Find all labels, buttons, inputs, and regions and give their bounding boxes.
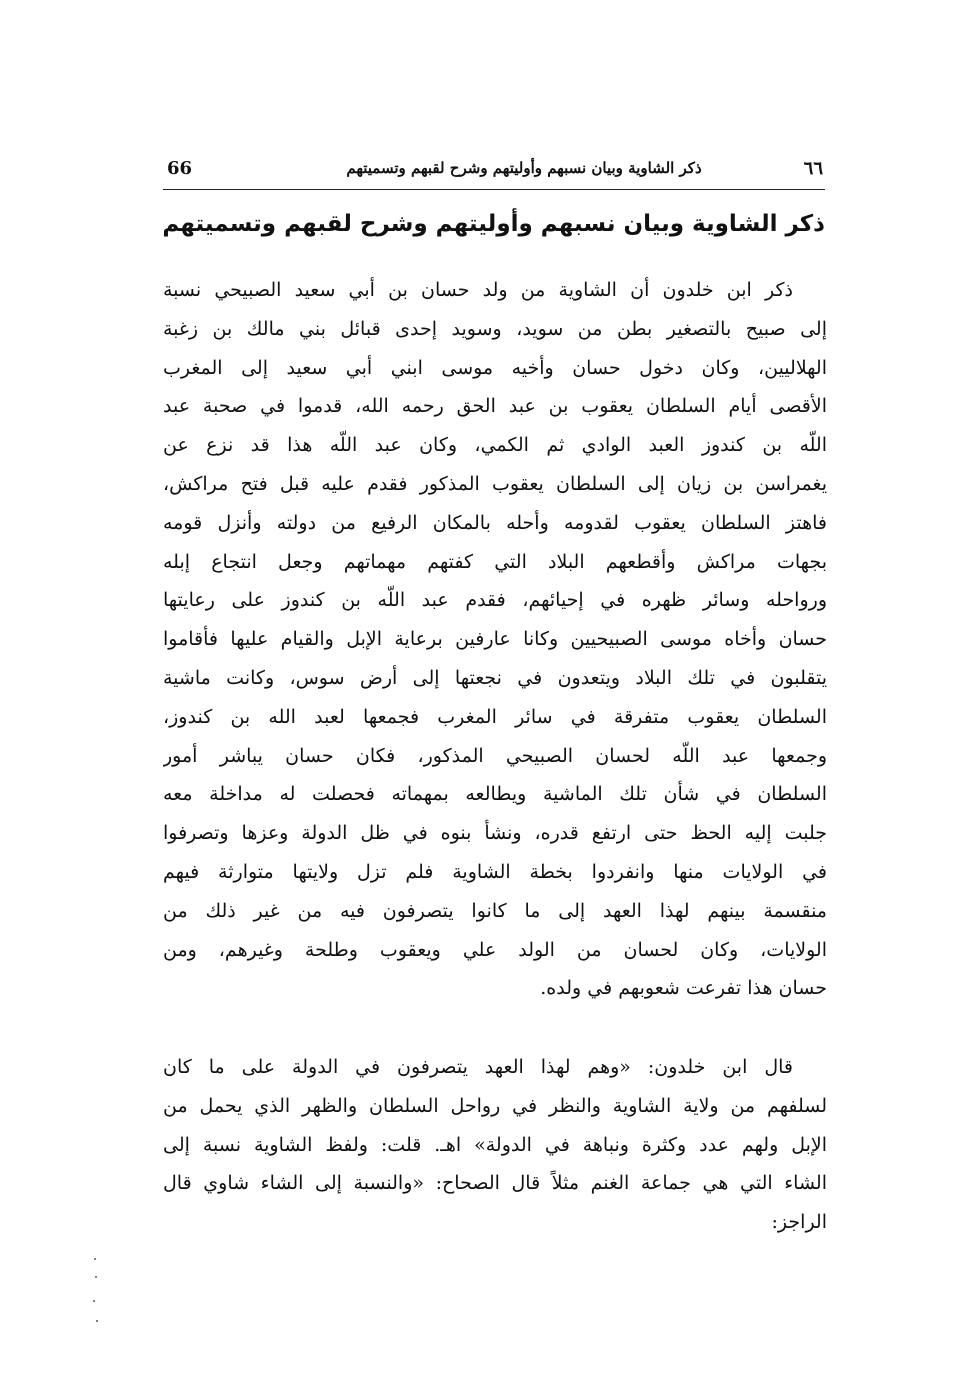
text-line: جلبت إليه الحظ حتى ارتفع قدره، ونشأ بنوه في ظل الدولة وعزها وتصرفوا (163, 822, 827, 845)
page-number-arabic: ٦٦ (803, 158, 823, 179)
text-line: السلطان في شأن تلك الماشية ويطالعه بمهماته فحصلت له مداخلة معه (163, 783, 827, 806)
text-line: يغمراسن بن زيان إلى السلطان يعقوب المذكور فقدم عليه قبل فتح مراكش، (163, 472, 827, 495)
page-number-latin: 66 (167, 158, 193, 179)
text-line: ورواحله وسائر ظهره في إحيائهم، فقدم عبد اللّه بن كندوز على رعايتها (163, 589, 827, 612)
text-line: لسلفهم من ولاية الشاوية والنظر في رواحل السلطان والظهر الذي يحمل من (163, 1094, 827, 1117)
text-line: الأقصى أيام السلطان يعقوب بن عبد الحق رحمه الله، قدموا في صحبة عبد (163, 395, 827, 418)
text-line: بجهات مراكش وأقطعهم البلاد التي كفتهم مهماتهم وجعل انتجاع إبله (163, 550, 827, 573)
text-line: السلطان يعقوب متفرقة في سائر المغرب فجمعها لعبد الله بن كندوز، (163, 705, 827, 728)
text-line: فاهتز السلطان يعقوب لقدومه وأحله بالمكان الرفيع من دولته وأنزل قومه (163, 511, 827, 534)
text-line: اللّه بن كندوز العبد الوادي ثم الكمي، وكان عبد اللّه هذا قد نزع عن (163, 434, 827, 457)
text-line: الإبل ولهم عدد وكثرة ونباهة في الدولة» اهـ. قلت: ولفظ الشاوية نسبة إلى (163, 1133, 827, 1156)
text-line: حسان وأخاه موسى الصبيحيين وكانا عارفين برعاية الإبل والقيام عليها فأقاموا (163, 628, 827, 651)
text-line: الشاء التي هي جماعة الغنم مثلاً قال الصحاح: «والنسبة إلى الشاء شاوي قال (163, 1172, 827, 1195)
scan-speck-marks (88, 1256, 100, 1326)
running-title: ذكر الشاوية وبيان نسبهم وأوليتهم وشرح لقبهم وتسميتهم (346, 159, 702, 177)
running-header (163, 150, 825, 190)
paragraph-2 (163, 1048, 827, 1242)
text-line: الولايات، وكان لحسان من الولد علي ويعقوب وطلحة وغيرهم، ومن (163, 938, 827, 961)
text-line: منقسمة بينهم لهذا العهد إلى ما كانوا يتصرفون فيه من غير ذلك من (163, 899, 827, 922)
text-line: حسان هذا تفرعت شعوبهم في ولده. (540, 977, 827, 1000)
text-line: ذكر ابن خلدون أن الشاوية من ولد حسان بن أبي سعيد الصبيحي نسبة (163, 279, 793, 301)
text-line: الراجز: (771, 1211, 827, 1234)
text-line: وجمعها عبد اللّه لحسان الصبيحي المذكور، فكان حسان يباشر أمور (163, 744, 827, 767)
text-line: قال ابن خلدون: «وهم لهذا العهد يتصرفون في الدولة على ما كان (163, 1056, 793, 1078)
chapter-title: ذكر الشاوية وبيان نسبهم وأوليتهم وشرح لقبهم وتسميتهم (162, 211, 825, 237)
text-line: إلى صبيح بالتصغير بطن من سويد، وسويد إحدى قبائل بني مالك بن زغبة (163, 317, 827, 340)
paragraph-1 (163, 271, 827, 1008)
text-line: الهلاليين، وكان دخول حسان وأخيه موسى ابني أبي سعيد إلى المغرب (163, 356, 827, 379)
text-line: في الولايات منها وانفردوا بخطة الشاوية فلم تزل ولايتها متوارثة فيهم (163, 860, 827, 883)
text-line: يتقلبون في تلك البلاد ويتعدون في نجعتها إلى أرض سوس، وكانت ماشية (163, 666, 827, 689)
